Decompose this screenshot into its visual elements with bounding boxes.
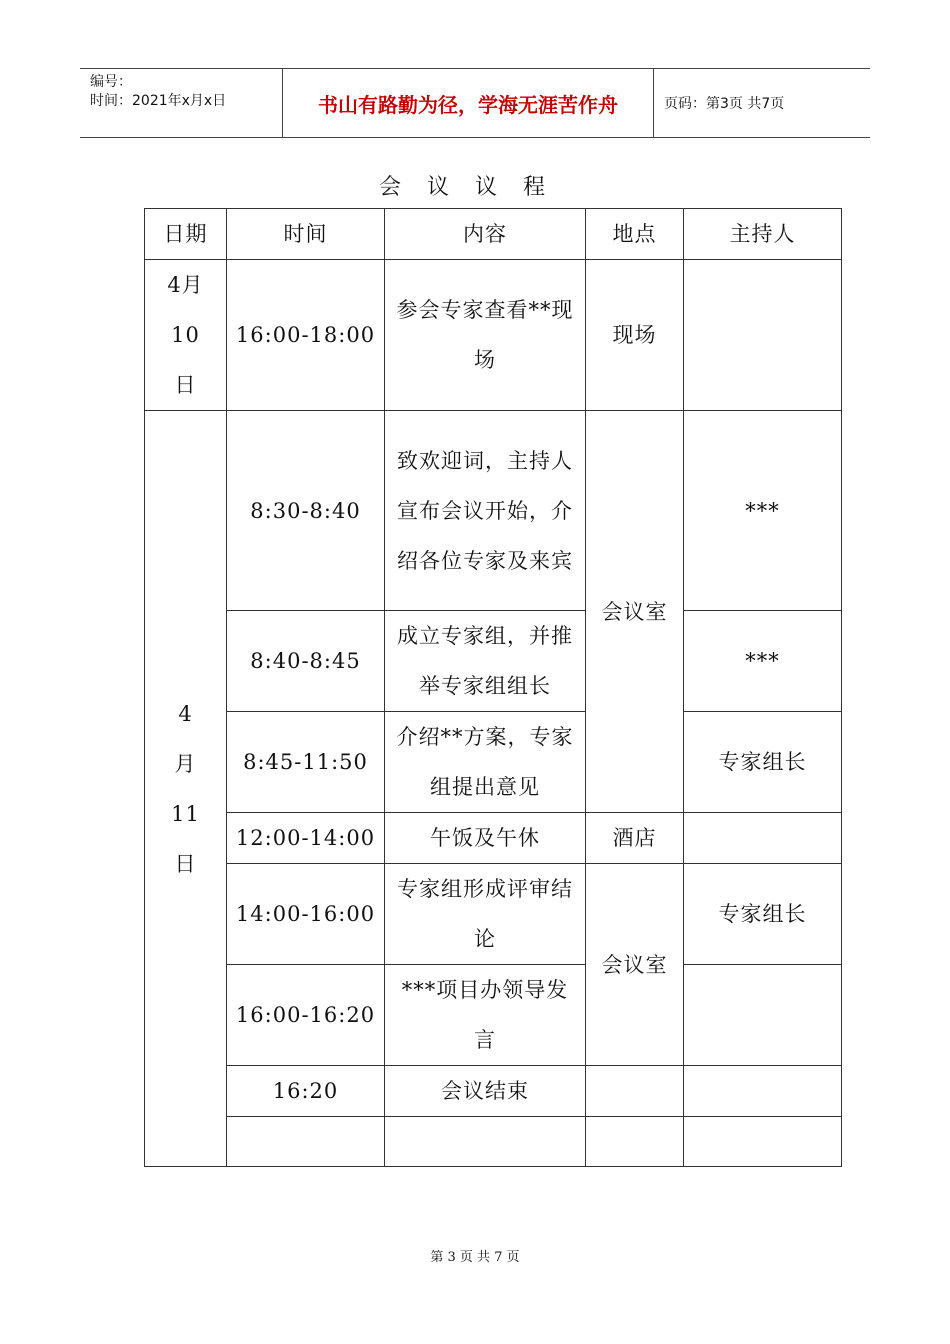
table-row bbox=[145, 712, 842, 813]
document-header bbox=[80, 68, 870, 138]
header-cell-host: 主持人 bbox=[684, 209, 842, 260]
content-cell: 介绍**方案，专家组提出意见 bbox=[385, 712, 586, 813]
agenda-table bbox=[144, 208, 842, 1167]
time-cell: 12:00-14:00 bbox=[227, 813, 385, 864]
location-cell: 会议室 bbox=[586, 864, 684, 1066]
date-cell: 4月10日 bbox=[145, 260, 227, 411]
header-cell-content: 内容 bbox=[385, 209, 586, 260]
table-row bbox=[145, 1117, 842, 1167]
header-cell-location: 地点 bbox=[586, 209, 684, 260]
host-cell bbox=[684, 1117, 842, 1167]
time-cell: 8:30-8:40 bbox=[227, 411, 385, 611]
host-cell bbox=[684, 965, 842, 1066]
header-cell-date: 日期 bbox=[145, 209, 227, 260]
location-cell: 酒店 bbox=[586, 813, 684, 864]
header-cell-time: 时间 bbox=[227, 209, 385, 260]
location-cell: 会议室 bbox=[586, 411, 684, 813]
header-motto: 书山有路勤为径，学海无涯苦作舟 bbox=[282, 69, 654, 137]
table-row bbox=[145, 864, 842, 965]
header-meta bbox=[80, 69, 282, 137]
table-header-row bbox=[145, 209, 842, 260]
table-row bbox=[145, 1066, 842, 1117]
time-cell: 16:00-16:20 bbox=[227, 965, 385, 1066]
page-title: 会议议程 bbox=[378, 175, 571, 200]
location-cell bbox=[586, 1066, 684, 1117]
content-cell: ***项目办领导发言 bbox=[385, 965, 586, 1066]
host-cell bbox=[684, 1066, 842, 1117]
number-label: 编号： bbox=[90, 74, 132, 90]
location-cell: 现场 bbox=[586, 260, 684, 411]
time-label: 时间：2021年x月x日 bbox=[90, 93, 227, 109]
time-cell: 8:45-11:50 bbox=[227, 712, 385, 813]
content-cell: 专家组形成评审结论 bbox=[385, 864, 586, 965]
table-row bbox=[145, 611, 842, 712]
table-row bbox=[145, 813, 842, 864]
page-footer: 第 3 页 共 7 页 bbox=[430, 1250, 520, 1265]
table-row bbox=[145, 965, 842, 1066]
time-cell: 16:20 bbox=[227, 1066, 385, 1117]
location-cell bbox=[586, 1117, 684, 1167]
time-cell: 16:00-18:00 bbox=[227, 260, 385, 411]
time-cell bbox=[227, 1117, 385, 1167]
content-cell: 参会专家查看**现场 bbox=[385, 260, 586, 411]
content-cell: 致欢迎词，主持人宣布会议开始，介绍各位专家及来宾 bbox=[385, 411, 586, 611]
content-cell bbox=[385, 1117, 586, 1167]
time-cell: 14:00-16:00 bbox=[227, 864, 385, 965]
date-cell: 4月11日 bbox=[145, 411, 227, 1167]
host-cell: 专家组长 bbox=[684, 712, 842, 813]
host-cell: *** bbox=[684, 611, 842, 712]
host-cell: *** bbox=[684, 411, 842, 611]
content-cell: 成立专家组，并推举专家组组长 bbox=[385, 611, 586, 712]
time-cell: 8:40-8:45 bbox=[227, 611, 385, 712]
content-cell: 午饭及午休 bbox=[385, 813, 586, 864]
content-cell: 会议结束 bbox=[385, 1066, 586, 1117]
table-row bbox=[145, 411, 842, 611]
host-cell bbox=[684, 813, 842, 864]
host-cell: 专家组长 bbox=[684, 864, 842, 965]
table-row bbox=[145, 260, 842, 411]
host-cell bbox=[684, 260, 842, 411]
header-page-info: 页码：第3页 共7页 bbox=[664, 96, 785, 112]
